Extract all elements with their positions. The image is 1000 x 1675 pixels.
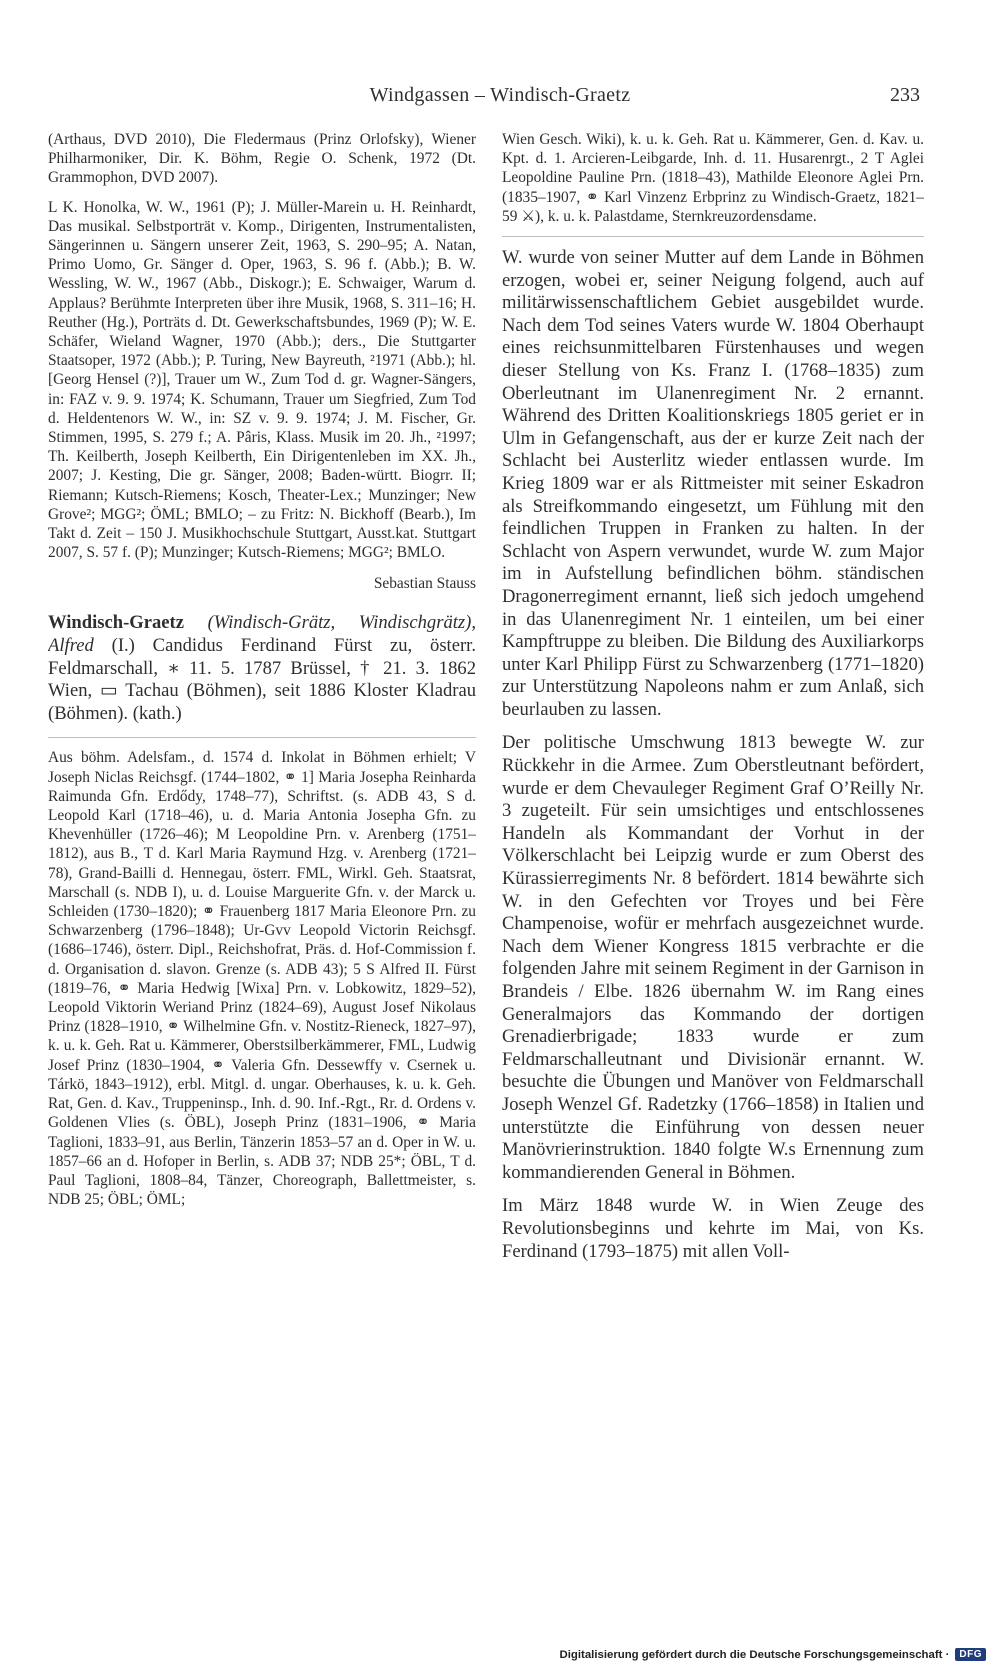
genealogy-continued: Wien Gesch. Wiki), k. u. k. Geh. Rat u. Kämmerer, Gen. d. Kav. u. Kpt. d. 1. Arcieren-Leibgarde, Inh. d. 11. Husarenrgt., 2 T Aglei Leopoldine Pauline Prn. (1818–43), Mathilde Eleonore Aglei Prn. (1835–1907, ⚭ Karl Vinzenz Erbprinz zu Windisch-Graetz, 1821–59 ⚔), k. u. k. Palastdame, Sternkreuzordensdame. xyxy=(502,131,924,225)
article-author: Sebastian Stauss xyxy=(373,575,476,593)
entry-alt-names: (Windisch-Grätz, Windischgrätz), xyxy=(207,612,476,634)
literature-paragraph: L K. Honolka, W. W., 1961 (P); J. Müller-Marein u. H. Reinhardt, Das musikal. Selbstporträt v. Komp., Dirigenten, Instrumentalisten, Sängerinnen u. Sängern unserer Zeit, 1963, S. 290–95; A. Natan, Primo Uomo, Gr. Sänger d. Oper, 1963, S. 96 f. (Abb.); B. W. Wessling, W. W., 1967 (Abb., Diskogr.); E. Schwaiger, Warum d. Applaus? Berühmte Interpreten über ihre Musik, 1968, S. 311–16; H. Reuther (Hg.), Porträts d. Dt. Gewerkschaftsbundes, 1969 (P); W. E. Schäfer, Wieland Wagner, 1970 (Abb.); ders., Die Stuttgarter Staatsoper, 1972 (Abb.); P. Turing, New Bayreuth, ²1971 (Abb.); hl. [Georg Hensel (?)], Trauer um W., Zum Tod d. gr. Wagner-Sängers, in: FAZ v. 9. 9. 1974; K. Schumann, Trauer um Siegfried, Zum Tod d. Heldentenors W. W., in: SZ v. 9. 9. 1974; J. M. Fischer, Gr. Stimmen, 1995, S. 279 f.; A. Pâris, Klass. Musik im 20. Jh., ²1997; Th. Keilberth, Joseph Keilberth, Ein Dirigentenleben im XX. Jh., 2007; J. Kesting, Die gr. Sänger, 2008; Baden-württ. Biogrr. II; Riemann; Kutsch-Riemens; Kosch, Theater-Lex.; Munzinger; New Grove²; MGG²; ÖML; BMLO; – zu Fritz: N. Bickhoff (Bearb.), Im Takt d. Zeit – 150 J. Musikhochschule Stuttgart, Ausst.kat. Stuttgart 2007, S. 57 f. (P); Munzinger; Kutsch-Riemens; MGG²; BMLO. xyxy=(48,198,476,562)
discography-paragraph: (Arthaus, DVD 2010), Die Fledermaus (Prinz Orlofsky), Wiener Philharmoniker, Dir. K. Böhm, Regie O. Schenk, 1972 (Dt. Grammophon, DVD 2007). xyxy=(48,131,476,187)
genealogy-paragraph: Aus böhm. Adelsfam., d. 1574 d. Inkolat in Böhmen erhielt; V Joseph Niclas Reichsgf. (1744–1802, ⚭ 1] Maria Josepha Reinharda Raimunda Gfn. Erdődy, 1748–77), Schriftst. (s. ADB 43, S d. Leopold Karl (1718–46), u. d. Maria Antonia Josepha Gfn. zu Khevenhüller (1726–46); M Leopoldine Prn. v. Arenberg (1751–1812), aus B., T d. Karl Maria Raymund Hzg. v. Arenberg (1721–78), Grand-Bailli d. Hennegau, österr. FML, Wirkl. Geh. Staatsrat, Marschall (s. NDB I), u. d. Louise Marguerite Gfn. v. der Marck u. Schleiden (1730–1820); ⚭ Frauenberg 1817 Maria Eleonore Prn. zu Schwarzenberg (1796–1848); Ur-Gvv Leopold Victorin Reichsgf. (1686–1746), österr. Dipl., Reichshofrat, Präs. d. Hof-Commission f. d. Organisation d. slavon. Grenze (s. ADB 43); 5 S Alfred II. Fürst (1819–76, ⚭ Maria Hedwig [Wixa] Prn. v. Lobkowitz, 1829–52), Leopold Viktorin Weriand Prinz (1824–69), August Josef Nikolaus Prinz (1828–1910, ⚭ Wilhelmine Gfn. v. Nostitz-Rieneck, 1827–97), k. u. k. Geh. Rat u. Kämmerer, Oberstsilberkämmerer, FML, Ludwig Josef Prinz (1830–1904, ⚭ Valeria Gfn. Dessewffy v. Csernek u. Tárkö, 1843–1912), erbl. Mitgl. d. ungar. Oberhauses, k. u. k. Geh. Rat, Gen. d. Kav., Truppeninsp., Inh. d. 90. Inf.-Rgt., Rr. d. Ordens v. Goldenen Vlies (s. ÖBL), Joseph Prinz (1831–1906, ⚭ Maria Taglioni, 1833–91, aus Berlin, Tänzerin 1853–57 an d. Oper in W. u. 1857–66 an d. Hofoper in Berlin, s. ADB 37; NDB 25*; ÖBL, T d. Paul Taglioni, 1808–84, Tänzer, Choreograph, Ballettmeister, s. NDB 25; ÖBL; ÖML; xyxy=(48,749,476,1209)
entry-heading xyxy=(48,612,476,725)
entry-description: (I.) Candidus Ferdinand Fürst zu, österr. Feldmarschall, ∗ 11. 5. 1787 Brüssel, † 21. 3. 1862 Wien, ▭ Tachau (Böhmen), seit 1886 Kloster Kladrau (Böhmen). (kath.) xyxy=(48,635,476,724)
body-paragraph-2: Der politische Umschwung 1813 bewegte W. zur Rückkehr in die Armee. Zum Oberstleutnant befördert, wurde er dem Chevauleger Regiment Graf O’Reilly Nr. 3 zugeteilt. Für sein umsichtiges und entschlossenes Handeln als Kommandant der Vorhut in der Völkerschlacht bei Leipzig wurde er zum Oberst des Kürassierregiments Nr. 8 befördert. 1814 bewährte sich W. in den Gefechten vor Troyes und bei Fère Champenoise, wofür er mehrfach ausgezeichnet wurde. Nach dem Wiener Kongress 1815 verbrachte er die folgenden Jahre mit seinem Regiment in der Garnison in Brandeis / Elbe. 1826 übernahm W. im Rang eines Generalmajors das Kommando der dortigen Grenadierbrigade; 1833 wurde er zum Feldmarschalleutnant und Divisionär ernannt. W. besuchte die Übungen und Manöver von Feldmarschall Joseph Wenzel Gf. Radetzky (1766–1858) in Italien und unterstützte die Einführung von dessen neuer Manövrierinstruktion. 1840 folgte W.s Ernennung zum kommandierenden General in Böhmen. xyxy=(502,732,924,1183)
left-column xyxy=(48,130,476,1600)
dfg-logo-icon: DFG xyxy=(955,1648,986,1661)
body-paragraph-3: Im März 1848 wurde W. in Wien Zeuge des Revolutionsbeginns und kehrte im Mai, von Ks. Ferdinand (1793–1875) mit allen Voll- xyxy=(502,1195,924,1262)
digitization-footer xyxy=(560,1648,986,1661)
running-header: Windgassen – Windisch-Graetz xyxy=(369,84,631,106)
divider xyxy=(48,737,476,738)
entry-given-name: Alfred xyxy=(48,635,94,657)
entry-name: Windisch-Graetz xyxy=(48,612,185,634)
right-column xyxy=(502,130,924,1600)
page-number: 233 xyxy=(890,84,920,106)
digitization-credit: Digitalisierung gefördert durch die Deutsche Forschungsgemeinschaft · xyxy=(559,1648,950,1661)
body-paragraph-1: W. wurde von seiner Mutter auf dem Lande in Böhmen erzogen, wobei er, seiner Neigung folgend, auch auf militärwissenschaftlichem Gebiet ausgebildet wurde. Nach dem Tod seines Vaters wurde W. 1804 Oberhaupt eines reichsunmittelbaren Fürstenhauses und wegen dieser Stellung von Ks. Franz I. (1768–1835) zum Oberleutnant im Ulanenregiment Nr. 2 ernannt. Während des Dritten Koalitionskriegs 1805 geriet er in Ulm in Gefangenschaft, aus der er kurze Zeit nach der Schlacht bei Austerlitz wieder entlassen wurde. Im Krieg 1809 war er als Rittmeister mit seiner Eskadron als Streifkommando eingesetzt, um Fühlung mit den feindlichen Truppen in Franken zu halten. In der Schlacht von Aspern verwundet, wurde W. zum Major im in Aufstellung befindlichen böhm. ständischen Dragonerregiment ernannt, ließ sich jedoch umgehend in das Ulanenregiment Nr. 1 einteilen, um bei einer Kampftruppe zu bleiben. Die Bildung des Auxiliarkorps unter Karl Philipp Fürst zu Schwarzenberg (1771–1820) zur Unterstützung Napoleons nahm er zum Anlaß, sich beurlauben zu lassen. xyxy=(502,247,924,720)
divider xyxy=(502,236,924,237)
